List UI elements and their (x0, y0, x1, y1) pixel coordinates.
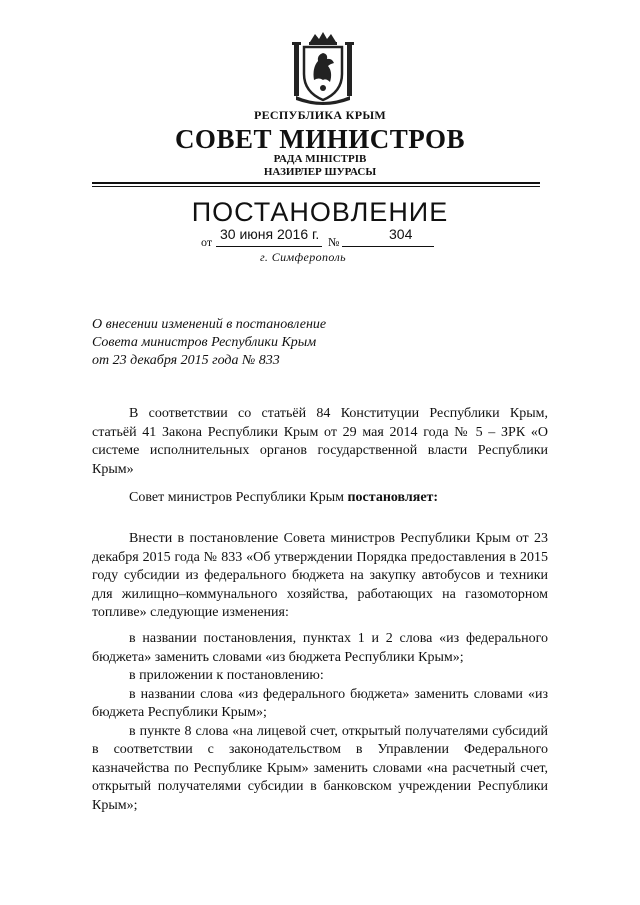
amendment-item: в названии постановления, пунктах 1 и 2 слова «из федерального бюджета» заменить словами «из бюджета Республики Крым»; (92, 631, 548, 665)
header-divider-thick (92, 182, 540, 184)
header-divider-thin (92, 186, 540, 187)
resolves-text: Совет министров Республики Крым (129, 490, 348, 505)
resolves-paragraph (92, 489, 548, 508)
resolves-keyword: постановляет: (347, 490, 439, 505)
council-name: СОВЕТ МИНИСТРОВ (174, 124, 466, 154)
council-name-ukrainian: РАДА МІНІСТРІВ (273, 153, 367, 165)
decree-city: г. Симферополь (260, 250, 347, 264)
decree-date-number-row (0, 226, 640, 246)
document-type-title: ПОСТАНОВЛЕНИЕ (191, 197, 449, 227)
amendment-item: в пункте 8 слова «на лицевой счет, открытый получателями субсидий в соответствии с законодательством в Управлении Федерального казначейства по Республике Крым» заменить словами «на расчетный счет, открытый получателями субсидии в банковском учреждении Республики Крым»; (92, 723, 548, 813)
date-prefix: от (201, 235, 213, 249)
subject-line: О внесении изменений в постановление (92, 317, 327, 332)
amendment-item: в названии слова «из федерального бюджета» заменить словами «из бюджета Республики Крым»; (92, 686, 548, 720)
decree-date: 30 июня 2016 г. (220, 226, 320, 242)
decree-subject (92, 316, 392, 370)
council-name-alt (0, 153, 640, 179)
council-name-crimean-tatar: НАЗИРЛЕР ШУРАСЫ (263, 166, 377, 178)
preamble-paragraph: В соответствии со статьёй 84 Конституции Республики Крым, статьёй 41 Закона Республики Крым от 29 мая 2014 года № 5 – ЗРК «О системе исполнительных органов государственной власти Республики Крым» (92, 406, 548, 477)
amendment-items (92, 630, 548, 815)
decree-number: 304 (389, 226, 413, 242)
amendment-item: в приложении к постановлению: (129, 668, 324, 683)
crimea-coat-of-arms-icon (290, 30, 356, 106)
amendment-intro-paragraph: Внести в постановление Совета министров Республики Крым от 23 декабря 2015 года № 833 «Об утверждении Порядка предоставления в 2015 году субсидии из федерального бюджета на закупку автобусов и техники для жилищно–коммунального хозяйства, работающих на газомоторном топливе» следующие изменения: (92, 531, 548, 620)
date-underline (216, 246, 322, 247)
number-underline (342, 246, 434, 247)
subject-line: Совета министров Республики Крым (92, 335, 317, 350)
republic-name: РЕСПУБЛИКА КРЫМ (253, 108, 387, 122)
subject-line: от 23 декабря 2015 года № 833 (92, 353, 280, 368)
number-prefix: № (328, 235, 340, 249)
